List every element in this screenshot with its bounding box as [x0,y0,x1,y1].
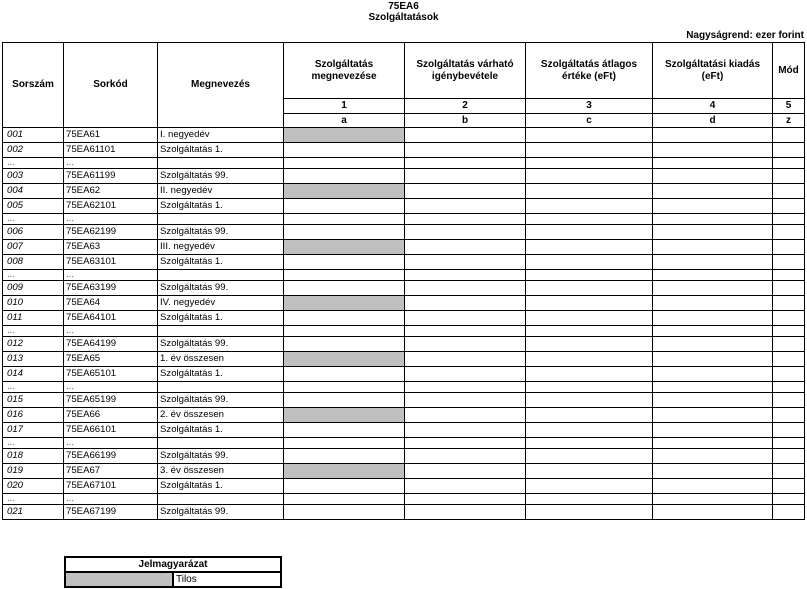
input-cell-4 [653,270,773,281]
input-cell-3[interactable] [526,352,653,367]
table-row [3,255,805,270]
input-cell-2 [405,270,526,281]
col-letter-a: a [284,114,405,128]
input-cell-5[interactable] [773,240,805,255]
input-cell-2[interactable] [405,352,526,367]
form-code: 75EA6 [388,1,419,12]
input-cell-2 [405,494,526,505]
header-col3: Szolgáltatás átlagos értéke (eFt) [526,43,653,99]
input-cell-1 [284,326,405,337]
table-row [3,367,805,382]
row-number: 018 [3,449,64,464]
input-cell-1 [284,158,405,169]
input-cell-2[interactable] [405,296,526,311]
col-number-3: 3 [526,99,653,114]
input-cell-1 [284,214,405,225]
row-name: Szolgáltatás 99. [158,169,284,184]
input-cell-2[interactable] [405,367,526,382]
table-row-ellipsis [3,438,805,449]
input-cell-5 [773,214,805,225]
row-number: 020 [3,479,64,494]
row-ellipsis: ... [64,158,158,169]
input-cell-4[interactable] [653,393,773,408]
row-name: 3. év összesen [158,464,284,479]
row-number: 003 [3,169,64,184]
input-cell-2[interactable] [405,255,526,270]
input-cell-5[interactable] [773,367,805,382]
row-name: I. negyedév [158,128,284,143]
input-cell-1 [284,494,405,505]
row-name-cell [158,326,284,337]
input-cell-3 [526,214,653,225]
input-cell-2[interactable] [405,449,526,464]
input-cell-1 [284,270,405,281]
input-cell-4 [653,382,773,393]
row-name: Szolgáltatás 99. [158,393,284,408]
header-col4: Szolgáltatási kiadás (eFt) [653,43,773,99]
row-code: 75EA64199 [64,337,158,352]
input-cell-3 [526,270,653,281]
input-cell-3[interactable] [526,296,653,311]
row-name: Szolgáltatás 1. [158,479,284,494]
row-ellipsis: ... [64,326,158,337]
input-cell-5[interactable] [773,449,805,464]
table-row [3,337,805,352]
row-number: 005 [3,199,64,214]
input-cell-4[interactable] [653,143,773,158]
row-name: IV. negyedév [158,296,284,311]
row-name-cell [158,494,284,505]
header-col5: Mód [773,43,805,99]
input-cell-5[interactable] [773,464,805,479]
row-code: 75EA62199 [64,225,158,240]
input-cell-3[interactable] [526,255,653,270]
row-number: 014 [3,367,64,382]
row-name: 1. év összesen [158,352,284,367]
row-name: Szolgáltatás 99. [158,281,284,296]
input-cell-5[interactable] [773,505,805,520]
input-cell-4 [653,438,773,449]
input-cell-4[interactable] [653,464,773,479]
input-cell-1[interactable] [284,423,405,438]
row-code: 75EA65101 [64,367,158,382]
row-name: Szolgáltatás 99. [158,337,284,352]
row-code: 75EA61199 [64,169,158,184]
input-cell-2[interactable] [405,393,526,408]
input-cell-2[interactable] [405,337,526,352]
input-cell-5[interactable] [773,199,805,214]
row-code: 75EA65 [64,352,158,367]
table-row-ellipsis [3,326,805,337]
input-cell-2[interactable] [405,464,526,479]
input-cell-3[interactable] [526,169,653,184]
input-cell-2 [405,382,526,393]
input-cell-4[interactable] [653,311,773,326]
row-ellipsis: ... [64,214,158,225]
input-cell-2 [405,438,526,449]
row-number: 016 [3,408,64,423]
input-cell-4 [653,494,773,505]
input-cell-5[interactable] [773,479,805,494]
input-cell-5 [773,270,805,281]
header-col1: Szolgáltatás megnevezése [284,43,405,99]
col-letter-b: b [405,114,526,128]
input-cell-3[interactable] [526,184,653,199]
col-letter-c: c [526,114,653,128]
row-name: Szolgáltatás 1. [158,311,284,326]
input-cell-1[interactable] [284,479,405,494]
input-cell-3[interactable] [526,408,653,423]
input-cell-2[interactable] [405,128,526,143]
row-name: III. negyedév [158,240,284,255]
input-cell-3 [526,382,653,393]
col-number-4: 4 [653,99,773,114]
forbidden-cell [284,408,405,423]
header-sorkod: Sorkód [64,43,158,128]
input-cell-1[interactable] [284,169,405,184]
input-cell-5[interactable] [773,393,805,408]
row-number: 001 [3,128,64,143]
input-cell-3[interactable] [526,128,653,143]
table-row [3,169,805,184]
table-row [3,143,805,158]
input-cell-3[interactable] [526,464,653,479]
input-cell-1[interactable] [284,281,405,296]
table-row-ellipsis [3,214,805,225]
row-number: 009 [3,281,64,296]
row-code: 75EA64 [64,296,158,311]
input-cell-4[interactable] [653,505,773,520]
input-cell-5 [773,382,805,393]
input-cell-5[interactable] [773,255,805,270]
col-letter-d: d [653,114,773,128]
input-cell-2[interactable] [405,408,526,423]
input-cell-4[interactable] [653,225,773,240]
forbidden-cell [284,352,405,367]
input-cell-4[interactable] [653,296,773,311]
row-code: 75EA61101 [64,143,158,158]
table-row [3,352,805,367]
table-row [3,505,805,520]
input-cell-4 [653,326,773,337]
table-row [3,296,805,311]
input-cell-3 [526,326,653,337]
input-cell-5[interactable] [773,184,805,199]
row-code: 75EA66 [64,408,158,423]
input-cell-3[interactable] [526,423,653,438]
unit-label: Nagyságrend: ezer forint [686,30,804,41]
table-row [3,199,805,214]
table-row-ellipsis [3,494,805,505]
input-cell-4 [653,158,773,169]
input-cell-1[interactable] [284,449,405,464]
table-row [3,184,805,199]
input-cell-4[interactable] [653,423,773,438]
table-row [3,281,805,296]
row-code: 75EA67199 [64,505,158,520]
input-cell-4[interactable] [653,184,773,199]
row-code: 75EA64101 [64,311,158,326]
row-ellipsis: ... [3,270,64,281]
input-cell-4[interactable] [653,255,773,270]
legend-label-forbidden: Tilos [173,572,281,587]
row-ellipsis: ... [3,326,64,337]
row-ellipsis: ... [64,270,158,281]
services-table [2,42,805,520]
table-row [3,464,805,479]
input-cell-2[interactable] [405,143,526,158]
row-ellipsis: ... [3,214,64,225]
row-name: Szolgáltatás 99. [158,449,284,464]
row-code: 75EA63101 [64,255,158,270]
input-cell-1[interactable] [284,255,405,270]
row-ellipsis: ... [3,158,64,169]
input-cell-2[interactable] [405,311,526,326]
input-cell-5[interactable] [773,169,805,184]
input-cell-4[interactable] [653,337,773,352]
input-cell-2[interactable] [405,199,526,214]
legend [64,556,282,588]
input-cell-5[interactable] [773,352,805,367]
header-sorszam: Sorszám [3,43,64,128]
input-cell-4[interactable] [653,199,773,214]
row-number: 011 [3,311,64,326]
row-ellipsis: ... [3,438,64,449]
input-cell-5[interactable] [773,128,805,143]
legend-title: Jelmagyarázat [65,557,281,572]
input-cell-2[interactable] [405,423,526,438]
row-number: 007 [3,240,64,255]
table-row [3,128,805,143]
row-name-cell [158,438,284,449]
row-name-cell [158,270,284,281]
input-cell-4[interactable] [653,449,773,464]
input-cell-4[interactable] [653,281,773,296]
input-cell-2 [405,158,526,169]
input-cell-3[interactable] [526,393,653,408]
col-number-1: 1 [284,99,405,114]
table-row-ellipsis [3,382,805,393]
input-cell-1[interactable] [284,505,405,520]
table-row [3,408,805,423]
row-code: 75EA63 [64,240,158,255]
row-ellipsis: ... [64,438,158,449]
input-cell-5[interactable] [773,408,805,423]
row-number: 012 [3,337,64,352]
input-cell-1 [284,382,405,393]
table-row [3,393,805,408]
input-cell-5[interactable] [773,337,805,352]
row-code: 75EA65199 [64,393,158,408]
row-ellipsis: ... [64,382,158,393]
header-col2: Szolgáltatás várható igénybevétele [405,43,526,99]
input-cell-2[interactable] [405,240,526,255]
input-cell-1[interactable] [284,143,405,158]
input-cell-1[interactable] [284,311,405,326]
row-number: 004 [3,184,64,199]
input-cell-5[interactable] [773,423,805,438]
input-cell-4[interactable] [653,479,773,494]
row-number: 013 [3,352,64,367]
row-ellipsis: ... [64,494,158,505]
row-name: 2. év összesen [158,408,284,423]
input-cell-4[interactable] [653,408,773,423]
input-cell-3[interactable] [526,449,653,464]
row-number: 002 [3,143,64,158]
input-cell-1 [284,438,405,449]
row-name: Szolgáltatás 1. [158,367,284,382]
row-number: 006 [3,225,64,240]
input-cell-1[interactable] [284,199,405,214]
row-code: 75EA63199 [64,281,158,296]
input-cell-5 [773,494,805,505]
input-cell-4[interactable] [653,367,773,382]
row-name-cell [158,382,284,393]
input-cell-3[interactable] [526,240,653,255]
row-name: Szolgáltatás 1. [158,143,284,158]
forbidden-cell [284,128,405,143]
row-code: 75EA67101 [64,479,158,494]
input-cell-3[interactable] [526,143,653,158]
table-row [3,240,805,255]
input-cell-1[interactable] [284,225,405,240]
row-ellipsis: ... [3,382,64,393]
header-megnevezes: Megnevezés [158,43,284,128]
input-cell-3[interactable] [526,367,653,382]
row-number: 010 [3,296,64,311]
input-cell-2[interactable] [405,281,526,296]
row-name: II. negyedév [158,184,284,199]
col-number-2: 2 [405,99,526,114]
table-row [3,479,805,494]
row-number: 019 [3,464,64,479]
input-cell-3 [526,438,653,449]
row-number: 017 [3,423,64,438]
forbidden-cell [284,296,405,311]
table-row [3,423,805,438]
row-name: Szolgáltatás 99. [158,505,284,520]
row-name: Szolgáltatás 1. [158,199,284,214]
row-code: 75EA66199 [64,449,158,464]
row-number: 008 [3,255,64,270]
page-title: Szolgáltatások [368,12,439,23]
row-code: 75EA66101 [64,423,158,438]
forbidden-cell [284,464,405,479]
input-cell-1[interactable] [284,393,405,408]
row-number: 015 [3,393,64,408]
row-number: 021 [3,505,64,520]
table-row [3,311,805,326]
input-cell-3[interactable] [526,281,653,296]
row-name-cell [158,214,284,225]
input-cell-1[interactable] [284,367,405,382]
row-code: 75EA61 [64,128,158,143]
row-code: 75EA67 [64,464,158,479]
input-cell-5[interactable] [773,296,805,311]
input-cell-3[interactable] [526,311,653,326]
input-cell-2[interactable] [405,505,526,520]
input-cell-3[interactable] [526,337,653,352]
row-ellipsis: ... [3,494,64,505]
col-letter-z: z [773,114,805,128]
input-cell-4[interactable] [653,128,773,143]
input-cell-3 [526,158,653,169]
input-cell-5 [773,438,805,449]
input-cell-5[interactable] [773,311,805,326]
col-number-5: 5 [773,99,805,114]
input-cell-5 [773,158,805,169]
input-cell-2[interactable] [405,225,526,240]
input-cell-5[interactable] [773,281,805,296]
table-row [3,449,805,464]
input-cell-4[interactable] [653,240,773,255]
table-row-ellipsis [3,270,805,281]
input-cell-1[interactable] [284,337,405,352]
input-cell-3[interactable] [526,505,653,520]
input-cell-4 [653,214,773,225]
table-row [3,225,805,240]
row-name: Szolgáltatás 1. [158,255,284,270]
input-cell-2[interactable] [405,184,526,199]
input-cell-3 [526,494,653,505]
row-name: Szolgáltatás 1. [158,423,284,438]
input-cell-2[interactable] [405,479,526,494]
table-row-ellipsis [3,158,805,169]
input-cell-3[interactable] [526,225,653,240]
row-name-cell [158,158,284,169]
input-cell-5[interactable] [773,143,805,158]
input-cell-5[interactable] [773,225,805,240]
input-cell-3[interactable] [526,479,653,494]
row-code: 75EA62101 [64,199,158,214]
row-name: Szolgáltatás 99. [158,225,284,240]
input-cell-4[interactable] [653,169,773,184]
input-cell-2[interactable] [405,169,526,184]
input-cell-5 [773,326,805,337]
input-cell-2 [405,326,526,337]
input-cell-3[interactable] [526,199,653,214]
forbidden-cell [284,184,405,199]
legend-swatch-forbidden [65,572,173,587]
input-cell-4[interactable] [653,352,773,367]
row-code: 75EA62 [64,184,158,199]
input-cell-2 [405,214,526,225]
forbidden-cell [284,240,405,255]
